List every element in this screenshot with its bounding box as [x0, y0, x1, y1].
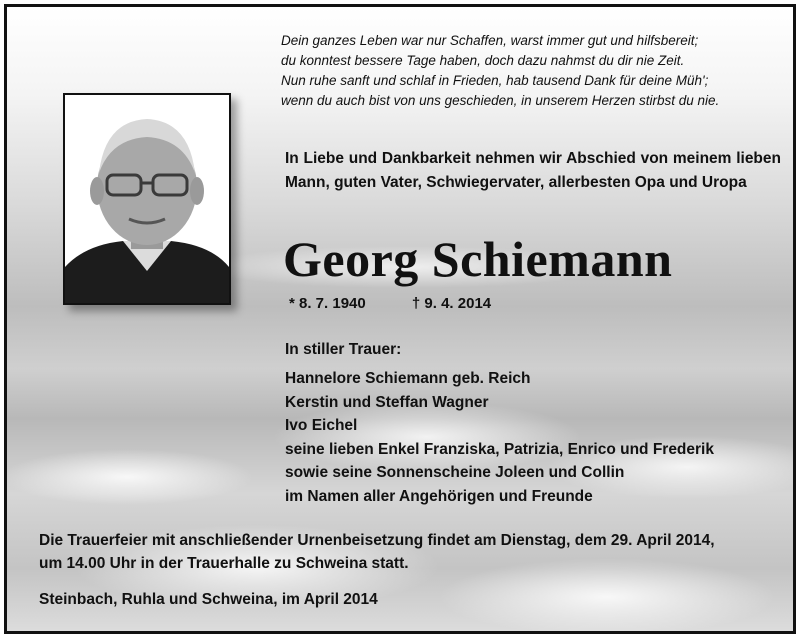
mourners-list [285, 367, 785, 508]
mourner-line: im Namen aller Angehörigen und Freunde [285, 487, 593, 505]
service-line: um 14.00 Uhr in der Trauerhalle zu Schweina statt. [39, 555, 409, 572]
mourner-line: seine lieben Enkel Franziska, Patrizia, Enrico und Frederik [285, 440, 714, 458]
mourner-line: sowie seine Sonnenscheine Joleen und Collin [285, 464, 625, 481]
life-dates [289, 295, 491, 312]
portrait-icon [65, 95, 229, 303]
place-and-date: Steinbach, Ruhla und Schweina, im April 2014 [39, 591, 378, 608]
mourner-line: Hannelore Schiemann geb. Reich [285, 370, 531, 387]
service-info [39, 529, 779, 575]
service-line: Die Trauerfeier mit anschließender Urnenbeisetzung findet am Dienstag, dem 29. April 2014, [39, 532, 715, 549]
deceased-name: Georg Schiemann [283, 231, 673, 287]
death-date: † 9. 4. 2014 [411, 295, 492, 312]
poem-line: du konntest bessere Tage haben, doch dazu nahmst du dir nie Zeit. [281, 53, 685, 68]
mourner-line: Ivo Eichel [285, 417, 358, 434]
birth-date: * 8. 7. 1940 [289, 295, 366, 312]
mourner-line: Kerstin und Steffan Wagner [285, 393, 489, 411]
poem-line: wenn du auch bist von uns geschieden, in unserem Herzen stirbst du nie. [281, 93, 720, 108]
poem-line: Dein ganzes Leben war nur Schaffen, warst immer gut und hilfsbereit; [281, 33, 699, 48]
poem-line: Nun ruhe sanft und schlaf in Frieden, hab tausend Dank für deine Müh'; [281, 73, 709, 88]
farewell-intro: In Liebe und Dankbarkeit nehmen wir Abschied von meinem lieben Mann, guten Vater, Schwiegervater, allerbesten Opa und Uropa [285, 150, 781, 191]
portrait-photo [63, 93, 231, 305]
poem [281, 31, 781, 111]
mourners-heading: In stiller Trauer: [285, 341, 402, 358]
obituary-notice [4, 4, 796, 634]
